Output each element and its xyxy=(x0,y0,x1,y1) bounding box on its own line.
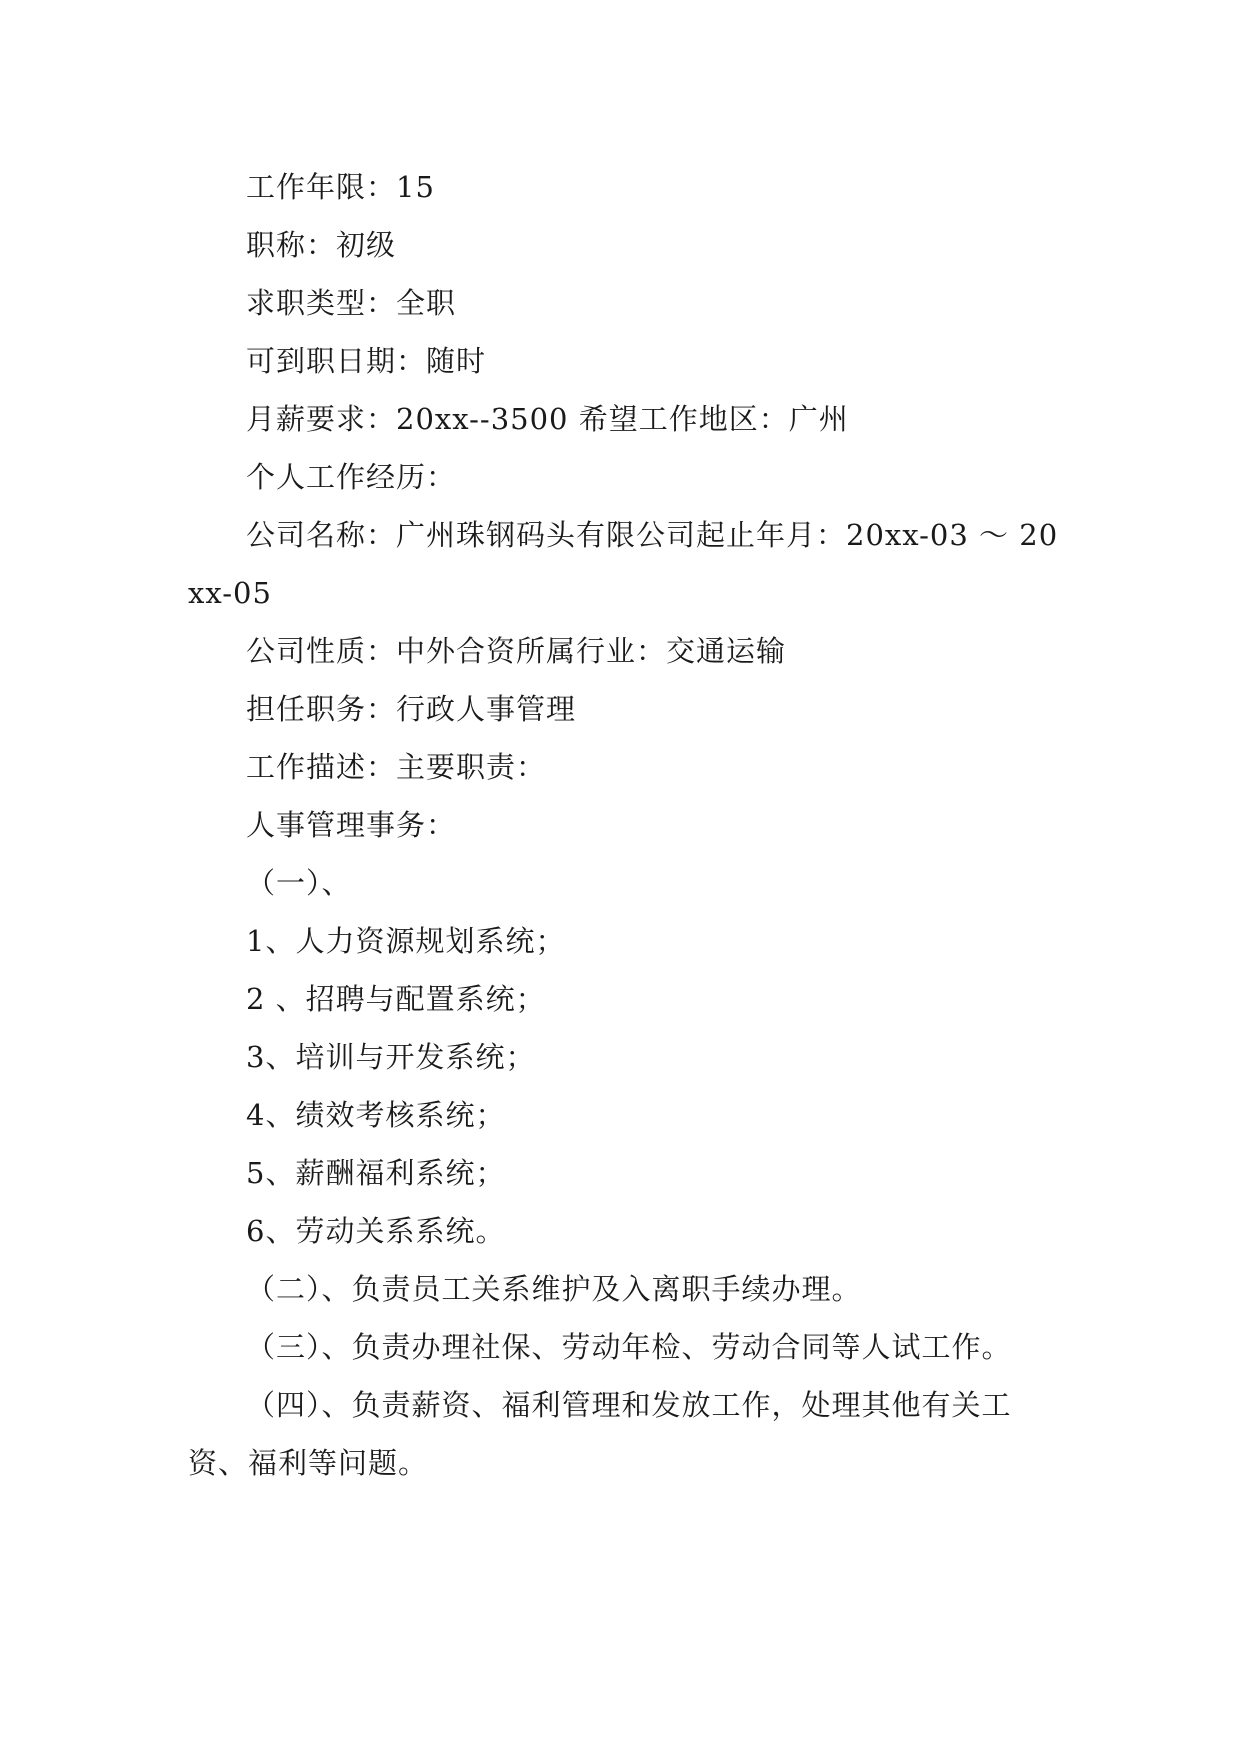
line-work-history-heading: 个人工作经历： xyxy=(246,460,457,494)
list-item-1: 1、人力资源规划系统； xyxy=(246,924,566,958)
document-body xyxy=(188,158,1060,1492)
line-section-three: （三）、负责办理社保、劳动年检、劳动合同等人试工作。 xyxy=(246,1330,1012,1364)
list-item-6: 6、劳动关系系统。 xyxy=(246,1214,506,1248)
list-item-2: 2 、招聘与配置系统； xyxy=(246,982,546,1016)
list-item-3: 3、培训与开发系统； xyxy=(246,1040,536,1074)
line-salary-location: 月薪要求：20xx--3500 希望工作地区：广州 xyxy=(246,402,849,436)
line-company-name: 公司名称：广州珠钢码头有限公司起止年月：20xx-03 ～ 20xx-05 xyxy=(188,518,1059,610)
line-section-four: （四）、负责薪资、福利管理和发放工作，处理其他有关工资、福利等问题。 xyxy=(188,1388,1012,1480)
list-item-4: 4、绩效考核系统； xyxy=(246,1098,506,1132)
line-job-type: 求职类型：全职 xyxy=(246,286,457,320)
line-section-one: （一）、 xyxy=(246,866,352,900)
line-hr-affairs: 人事管理事务： xyxy=(246,808,457,842)
line-job-description: 工作描述：主要职责： xyxy=(246,750,547,784)
line-title: 职称：初级 xyxy=(246,228,397,262)
line-section-two: （二）、负责员工关系维护及入离职手续办理。 xyxy=(246,1272,862,1306)
line-position: 担任职务：行政人事管理 xyxy=(246,692,577,726)
line-available-date: 可到职日期：随时 xyxy=(246,344,487,378)
line-company-type: 公司性质：中外合资所属行业：交通运输 xyxy=(246,634,787,668)
line-work-years: 工作年限：15 xyxy=(246,170,435,204)
list-item-5: 5、薪酬福利系统； xyxy=(246,1156,506,1190)
